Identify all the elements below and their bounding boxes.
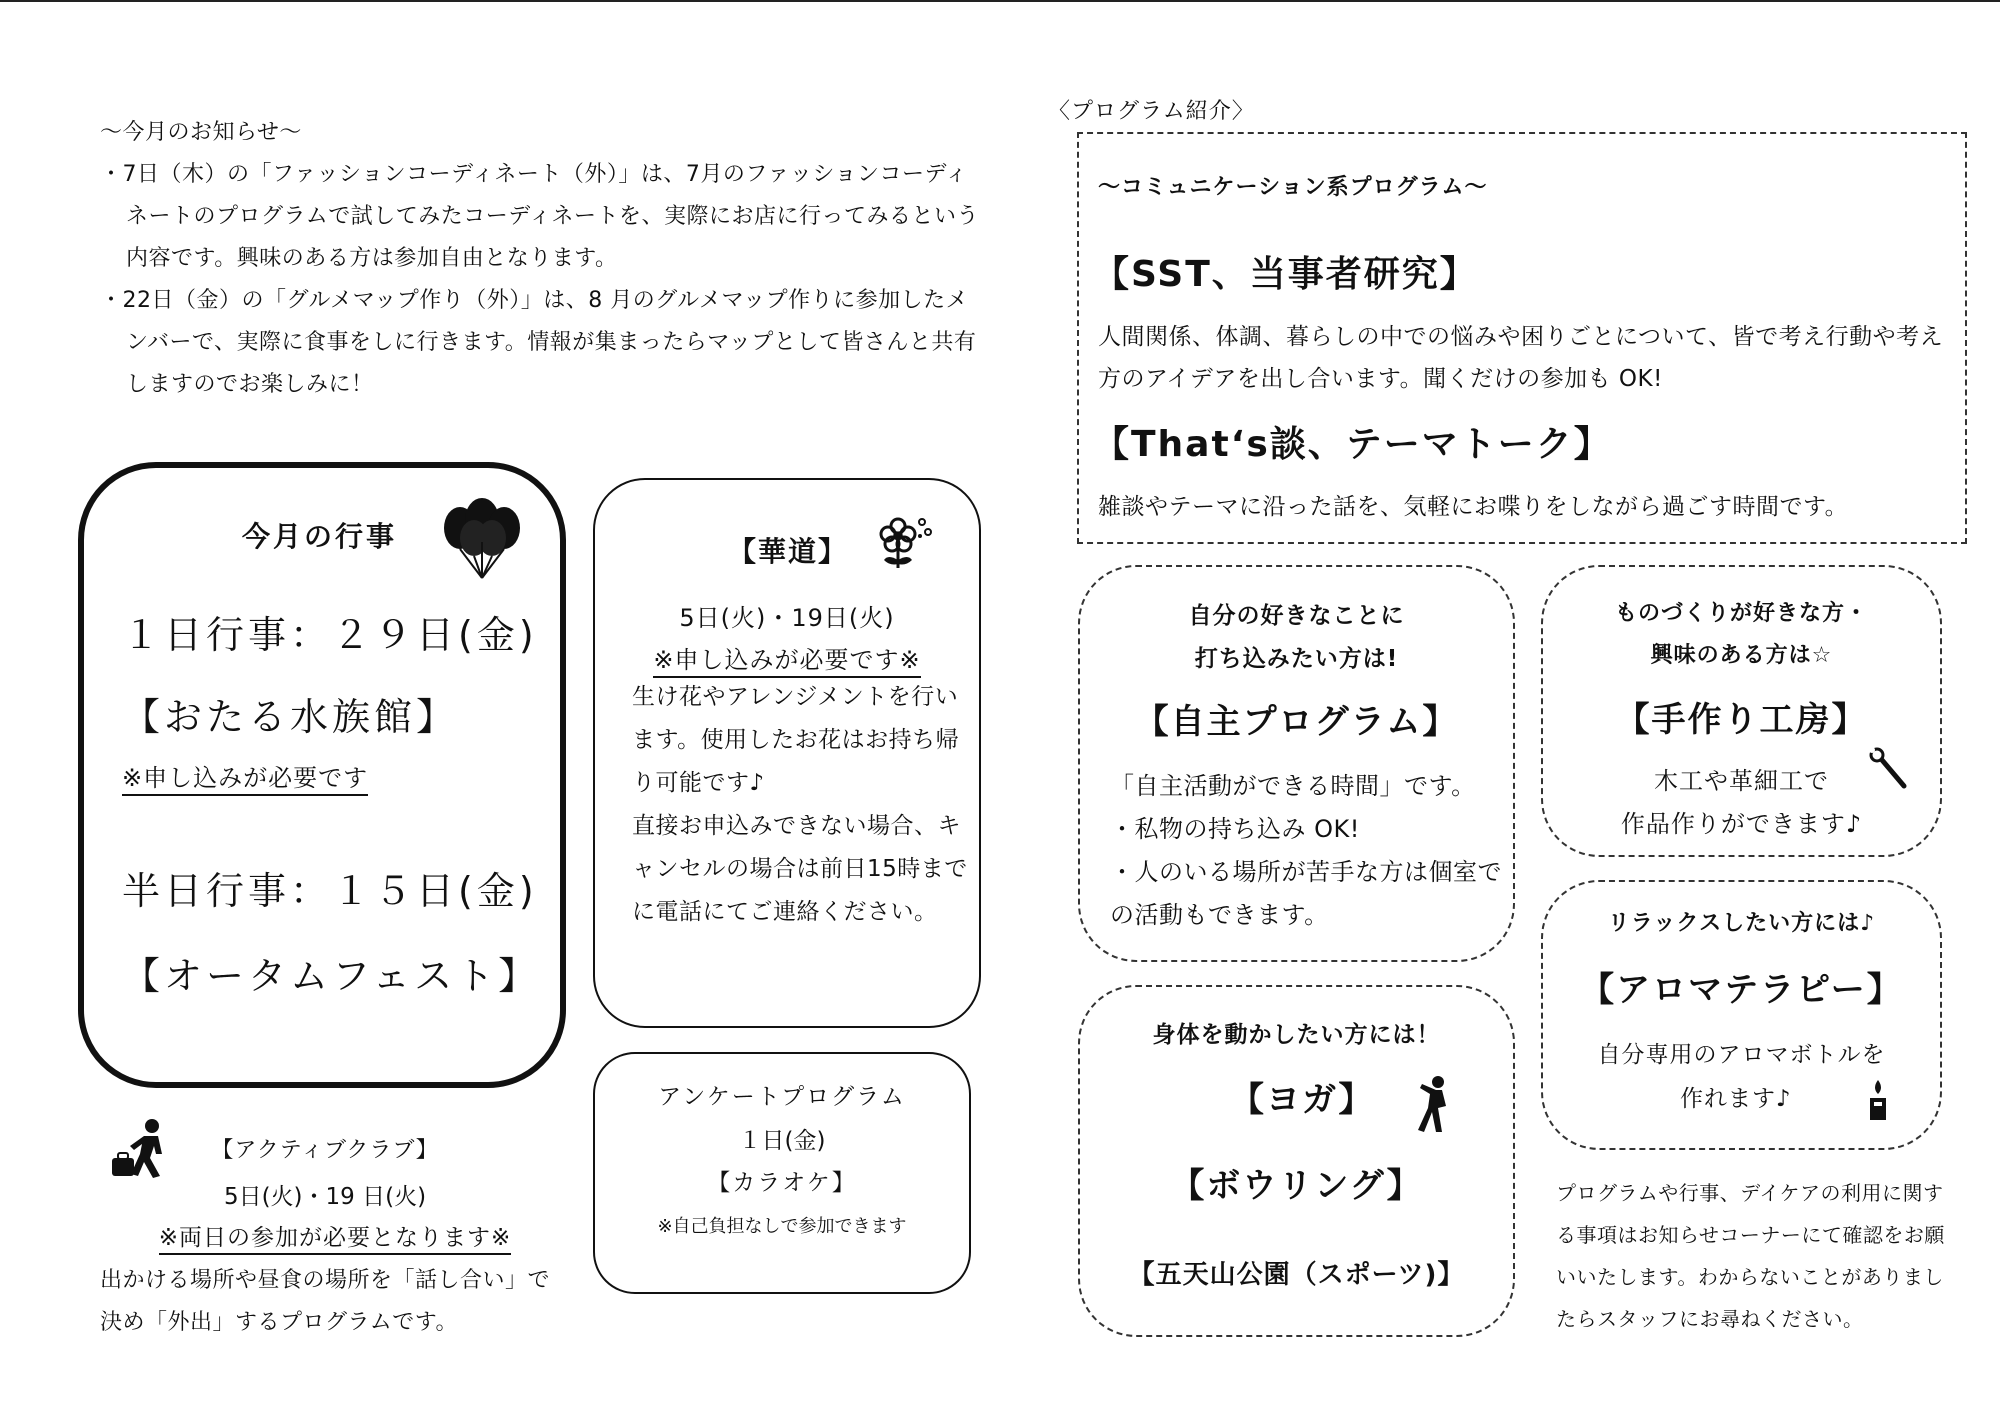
- aroma-intro: リラックスしたい方には♪: [1607, 911, 1876, 936]
- craft-intro-1: ものづくりが好きな方・: [1614, 601, 1868, 626]
- craft-intro-2: 興味のある方は☆: [1650, 643, 1833, 668]
- kado-description: [632, 676, 972, 934]
- aroma-body-1: 自分専用のアロマボトルを: [1597, 1042, 1886, 1068]
- survey-title: アンケートプログラム: [658, 1084, 906, 1110]
- craft-title: 【手作り工房】: [1615, 700, 1868, 740]
- yoga-pose-icon: [1412, 1076, 1452, 1134]
- self-body-3: ・人のいる場所が苦手な方は個室での活動もできます。: [1110, 858, 1502, 929]
- flower-icon: [878, 512, 938, 570]
- kado-title: 【華道】: [728, 535, 849, 568]
- monthly-notice: [100, 112, 980, 406]
- bowling-title: 【ボウリング】: [1170, 1166, 1423, 1206]
- survey-name: 【カラオケ】: [707, 1170, 857, 1196]
- full-day-event-note: ※申し込みが必要です: [122, 758, 368, 793]
- notice-heading: ～今月のお知らせ～: [100, 120, 302, 145]
- club-dates: 5日(火)・19 日(火): [223, 1184, 427, 1210]
- thats-talk-title: 【That‘s談、テーマトーク】: [1093, 424, 1612, 465]
- balloons-icon: [438, 492, 528, 582]
- self-program-title: 【自主プログラム】: [1134, 702, 1459, 742]
- self-intro-2: 打ち込みたい方は!: [1194, 646, 1399, 672]
- kado-body-1: 生け花やアレンジメントを行います。使用したお花はお持ち帰り可能です♪: [632, 684, 960, 796]
- info-note: プログラムや行事、デイケアの利用に関する事項はお知らせコーナーにて確認をお願いいたします。わからないことがありましたらスタッフにお尋ねください。: [1556, 1181, 1945, 1331]
- club-title: 【アクティブクラブ】: [211, 1138, 439, 1163]
- self-intro-1: 自分の好きなことに: [1188, 603, 1405, 629]
- candle-icon: [1866, 1080, 1890, 1120]
- communication-heading: ～コミュニケーション系プログラム～: [1098, 175, 1488, 200]
- kado-note: ※申し込みが必要です※: [593, 640, 981, 675]
- self-program-description: [1110, 765, 1510, 937]
- aroma-title: 【アロマテラピー】: [1580, 970, 1903, 1010]
- kado-dates: 5日(火)・19日(火): [679, 604, 895, 632]
- exercise-intro: 身体を動かしたい方には！: [1152, 1022, 1441, 1048]
- self-body-2: ・私物の持ち込み OK!: [1110, 815, 1360, 843]
- sst-description: 人間関係、体調、暮らしの中での悩みや困りごとについて、皆で考え行動や考え方のアイデアを出し合います。聞くだけの参加も OK!: [1098, 324, 1944, 392]
- gotenzan-park-title: 【五天山公園（スポーツ)】: [1128, 1260, 1465, 1290]
- notice-item-fashion: ・7日（木）の「ファッションコーディネート（外）」は、7月のファッションコーディネートのプログラムで試してみたコーディネートを、実際にお店に行ってみるという内容です。興味のある方は参加自由となります。: [100, 162, 980, 271]
- self-body-1: 「自主活動ができる時間」です。: [1110, 772, 1476, 800]
- aroma-body-2: 作れます♪: [1680, 1086, 1792, 1112]
- craft-body-2: 作品作りができます♪: [1620, 810, 1863, 838]
- notice-item-gourmet: ・22日（金）の「グルメマップ作り（外）」は、8 月のグルメマップ作りに参加したメンバーで、実際に食事をしに行きます。情報が集まったらマップとして皆さんと共有しますのでお楽しみに！: [100, 288, 977, 397]
- walker-with-luggage-icon: [110, 1118, 176, 1180]
- full-day-event-date: １日行事：２９日(金): [122, 613, 538, 657]
- half-day-event-name: 【オータムフェスト】: [122, 954, 541, 998]
- programs-heading: 〈プログラム紹介〉: [1048, 99, 1255, 124]
- club-description: 出かける場所や昼食の場所を「話し合い」で決め「外出」するプログラムです。: [100, 1268, 551, 1335]
- survey-note: ※自己負担なしで参加できます: [657, 1216, 907, 1237]
- club-note: ※両日の参加が必要となります※: [100, 1219, 570, 1252]
- craft-body-1: 木工や革細工で: [1654, 767, 1829, 795]
- events-heading: 今月の行事: [242, 520, 398, 553]
- yoga-title: 【ヨガ】: [1230, 1080, 1375, 1120]
- thats-talk-description: 雑談やテーマに沿った話を、気軽にお喋りをしながら過ごす時間です。: [1098, 494, 1849, 520]
- sst-title: 【SST、当事者研究】: [1093, 254, 1478, 295]
- kado-body-2: 直接お申込みできない場合、キャンセルの場合は前日15時までに電話にてご連絡ください。: [632, 813, 968, 925]
- survey-date: １日(金): [738, 1128, 826, 1154]
- top-border: [0, 0, 2000, 2]
- full-day-event-name: 【おたる水族館】: [122, 695, 459, 739]
- half-day-event-date: 半日行事：１５日(金): [122, 869, 538, 913]
